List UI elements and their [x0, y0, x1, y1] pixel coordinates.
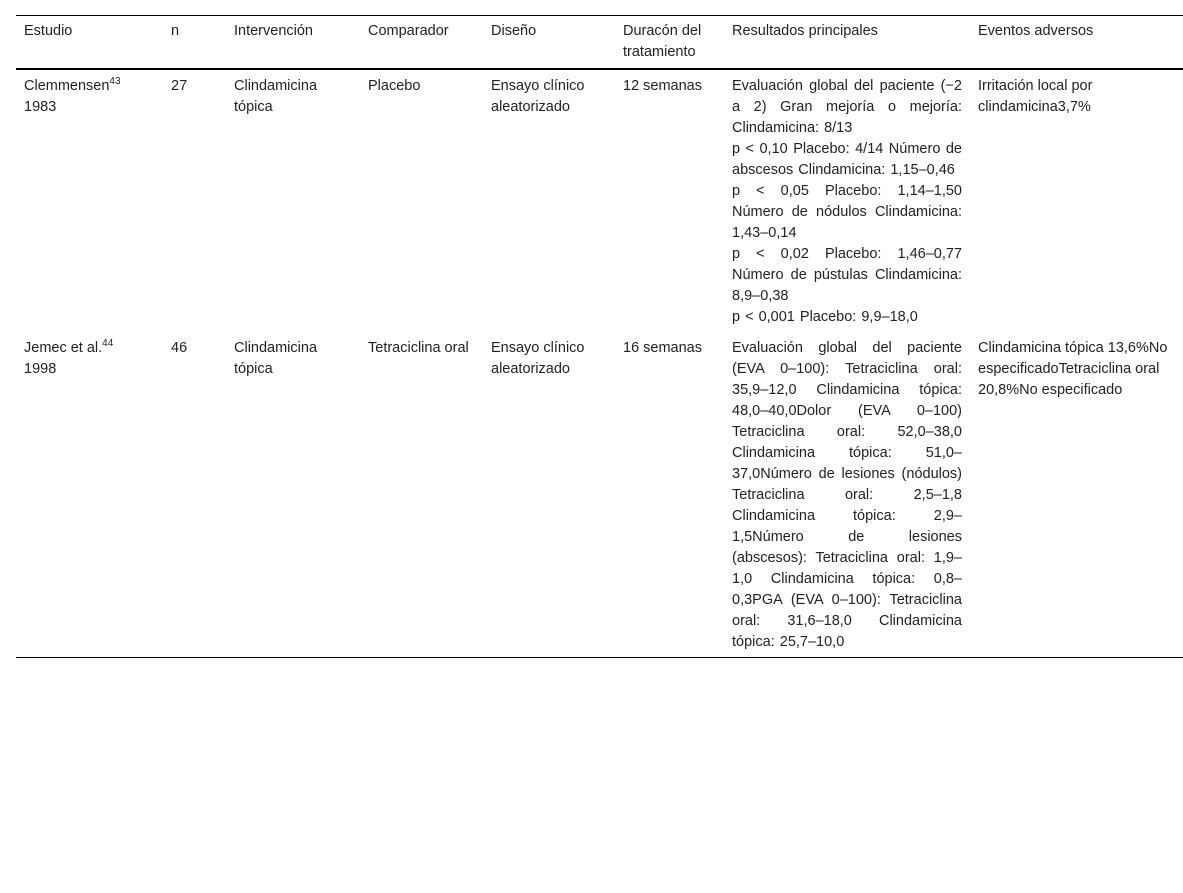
design-cell: Ensayo clínico aleatorizado: [491, 78, 585, 115]
study-year: 1998: [24, 361, 57, 377]
duration-cell: 16 semanas: [623, 340, 702, 356]
studies-table: [16, 15, 1183, 658]
adverse-events-cell: Irritación local por clindamicina3,7%: [978, 78, 1093, 115]
results-line: p < 0,02 Placebo: 1,46–0,77 Número de pústulas Clindamicina: 8,9–0,38: [732, 246, 962, 304]
study-name: Jemec et al.: [24, 340, 103, 356]
header-cell: Comparador: [368, 23, 449, 39]
n-cell: 46: [171, 340, 188, 356]
header-cell: Eventos adversos: [978, 23, 1094, 39]
results-line: p < 0,10 Placebo: 4/14 Número de abscesos Clindamicina: 1,15–0,46: [732, 141, 962, 178]
study-reference[interactable]: 43: [109, 76, 121, 88]
comparator-cell: Placebo: [368, 78, 421, 94]
results-line: p < 0,05 Placebo: 1,14–1,50 Número de nódulos Clindamicina: 1,43–0,14: [732, 183, 962, 241]
intervention-cell: Clindamicina tópica: [234, 340, 318, 377]
header-cell: Intervención: [234, 23, 313, 39]
comparator-cell: Tetraciclina oral: [368, 340, 469, 356]
results-cell: [724, 69, 970, 332]
intervention-cell: Clindamicina tópica: [234, 78, 318, 115]
header-row: [16, 16, 1183, 70]
table-container: [16, 15, 1183, 658]
study-cell: [16, 332, 163, 658]
header-cell: Diseño: [491, 23, 537, 39]
header-cell: Duracón del tratamiento: [623, 23, 702, 60]
header-cell: n: [171, 23, 180, 39]
results-line: Evaluación global del paciente (EVA 0–100): Tetraciclina oral: 35,9–12,0 Clindamicina tópica: 48,0–40,0Dolor (EVA 0–100) Tetraciclina oral: 52,0–38,0 Clindamicina tópica: 51,0–37,0Número de lesiones (nódulos) Tetraciclina oral: 2,5–1,8 Clindamicina tópica: 2,9–1,5Número de lesiones (abscesos): Tetraciclina oral: 1,9–1,0 Clindamicina tópica: 0,8–0,3PGA (EVA 0–100): Tetraciclina oral: 31,6–18,0 Clindamicina tópica: 25,7–10,0: [732, 340, 962, 650]
table-row: [16, 69, 1183, 332]
study-cell: [16, 69, 163, 332]
study-reference[interactable]: 44: [102, 338, 114, 350]
n-cell: 27: [171, 78, 188, 94]
results-line: p < 0,001 Placebo: 9,9–18,0: [732, 309, 918, 325]
duration-cell: 12 semanas: [623, 78, 702, 94]
study-name: Clemmensen: [24, 78, 110, 94]
header-cell: Resultados principales: [732, 23, 878, 39]
results-line: Evaluación global del paciente (−2 a 2) Gran mejoría o mejoría: Clindamicina: 8/13: [732, 78, 962, 136]
adverse-events-cell: Clindamicina tópica 13,6%No especificadoTetraciclina oral 20,8%No especificado: [978, 340, 1168, 398]
header-cell: Estudio: [24, 23, 73, 39]
results-cell: [724, 332, 970, 658]
study-year: 1983: [24, 99, 57, 115]
design-cell: Ensayo clínico aleatorizado: [491, 340, 585, 377]
table-row: [16, 332, 1183, 658]
